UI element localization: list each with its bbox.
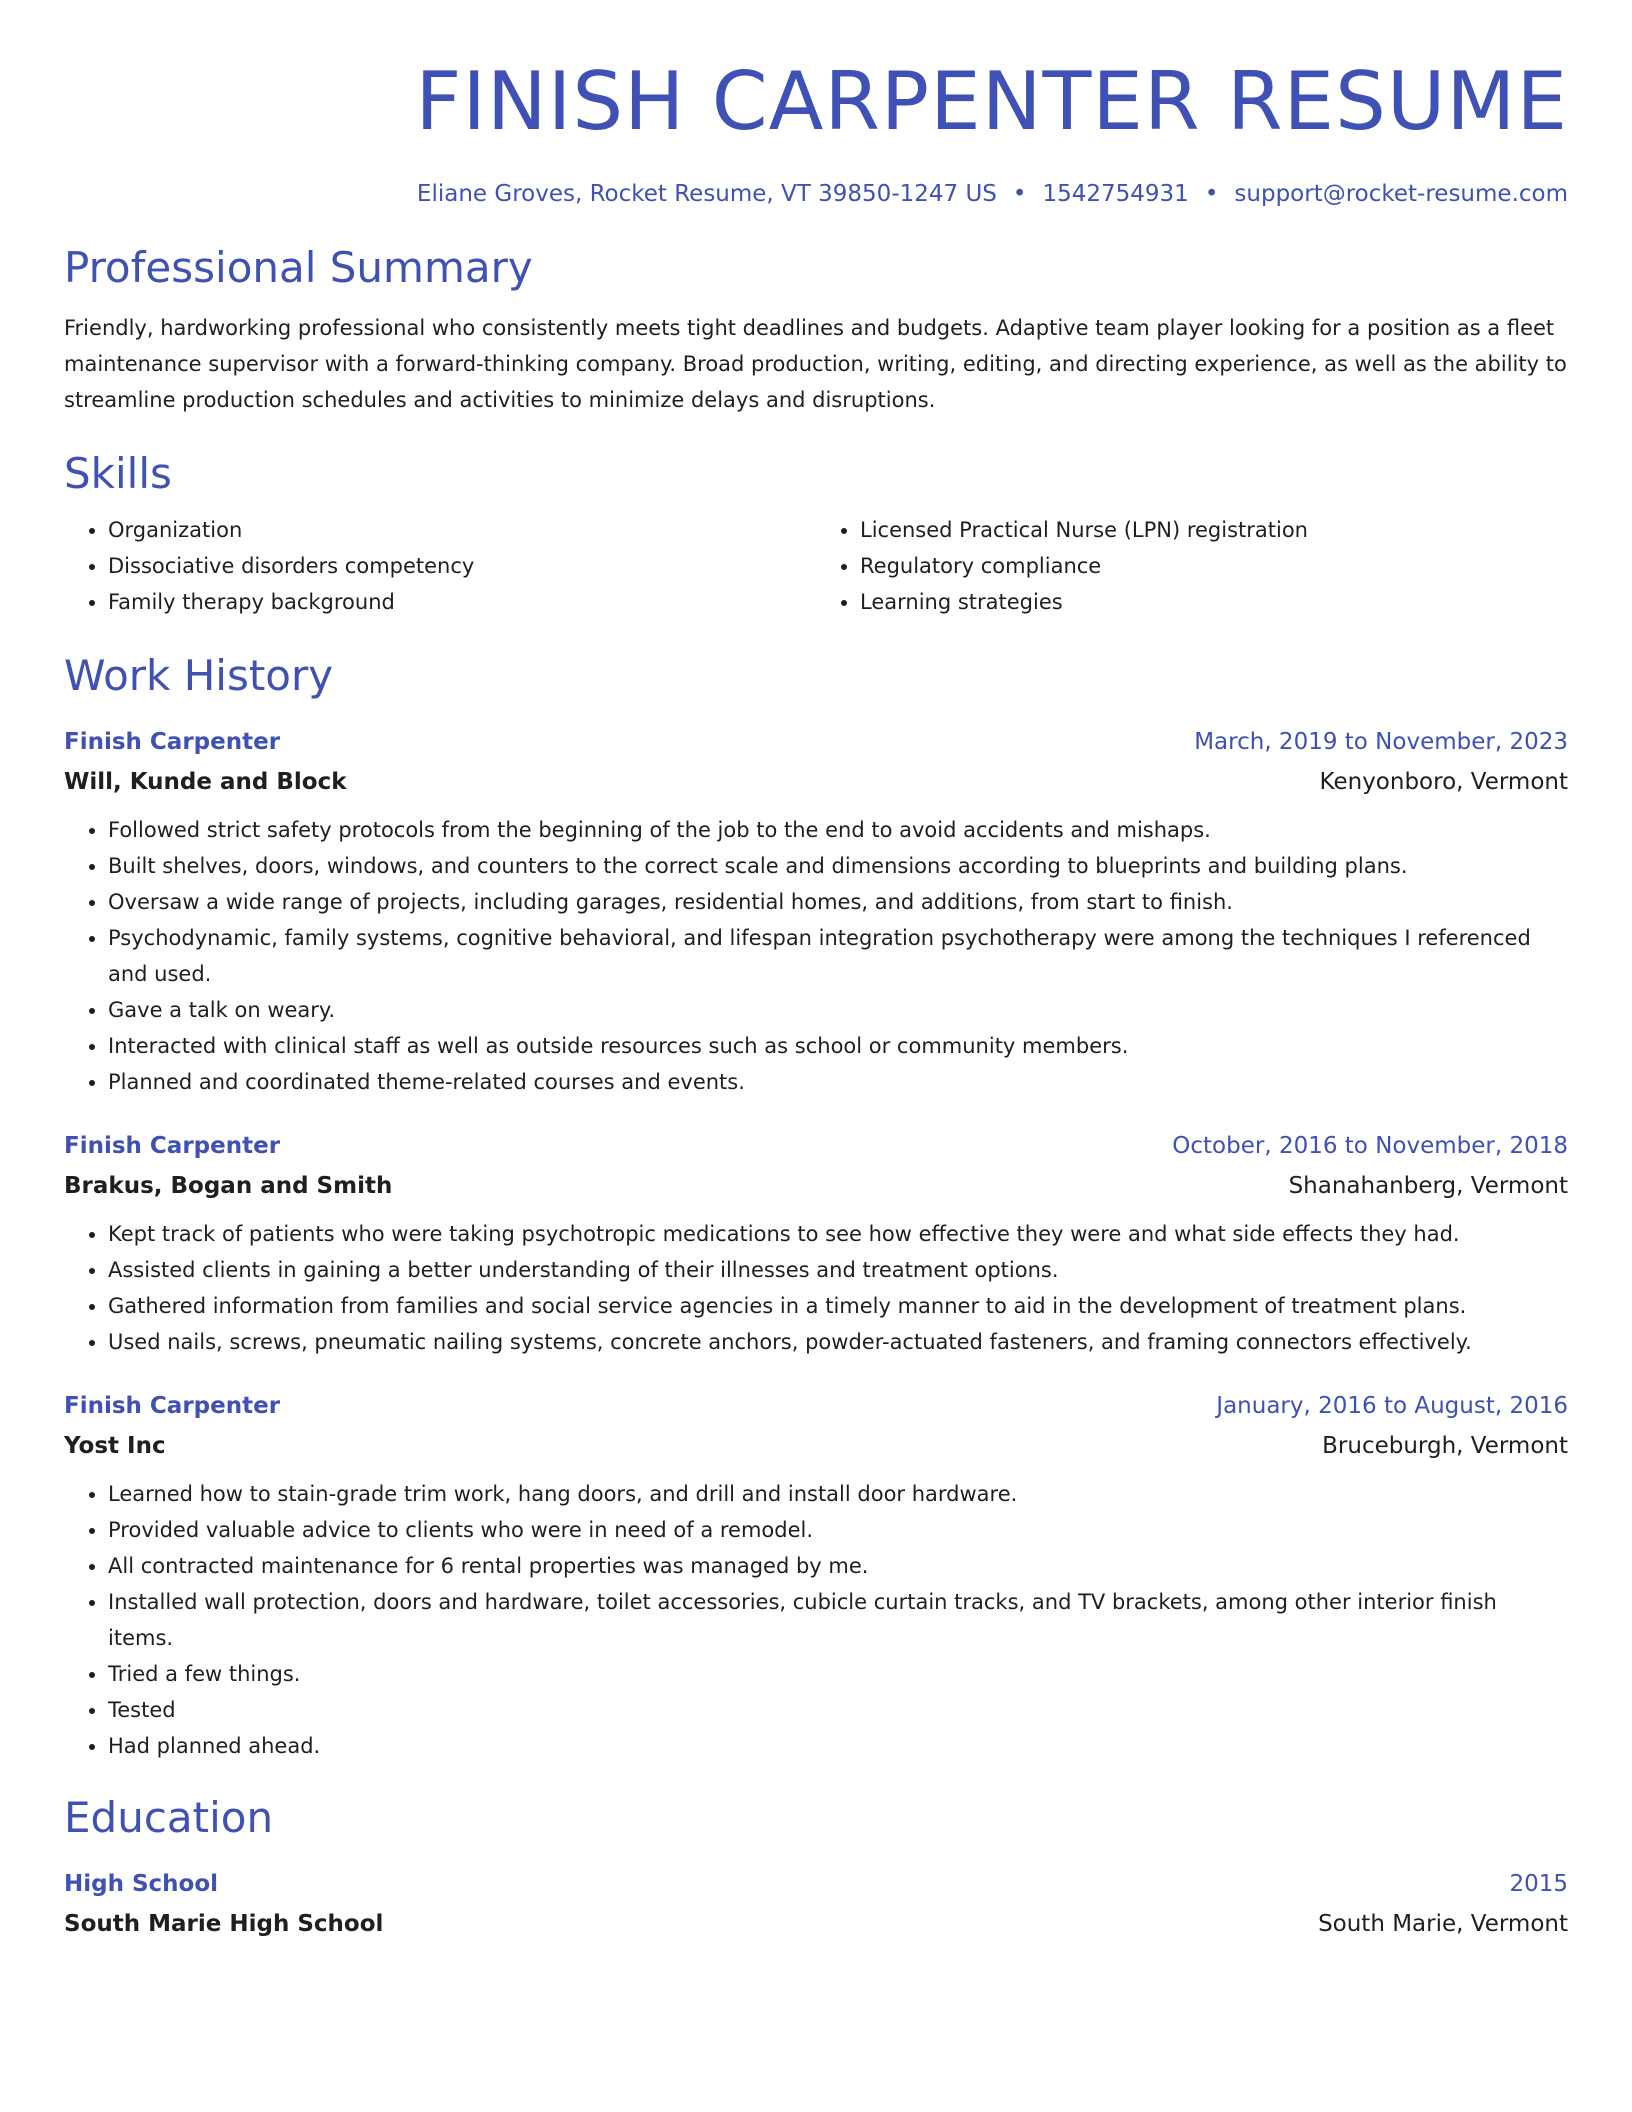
work-history-heading: Work History: [64, 651, 334, 700]
job-employer-row: [64, 1426, 1568, 1466]
job-bullet: • Tested: [108, 1692, 1568, 1728]
job-location: Shanahanberg, Vermont: [1288, 1173, 1568, 1199]
job-bullet: • Tried a few things.: [108, 1656, 1568, 1692]
job-employer: Yost Inc: [64, 1433, 166, 1459]
job-dates: January, 2016 to August, 2016: [1216, 1393, 1568, 1419]
job-title: Finish Carpenter: [64, 729, 281, 755]
job-header: [64, 1126, 1568, 1166]
contact-email[interactable]: support@rocket-resume.com: [1234, 181, 1568, 207]
skill-item: • Licensed Practical Nurse (LPN) registration: [860, 512, 1568, 548]
job-bullet: • Used nails, screws, pneumatic nailing systems, concrete anchors, powder-actuated fasteners, and framing connectors effectively.: [108, 1324, 1568, 1360]
job-bullet: • Provided valuable advice to clients who were in need of a remodel.: [108, 1512, 1568, 1548]
job-bullets: [64, 1476, 1568, 1764]
job-bullet: • Planned and coordinated theme-related courses and events.: [108, 1064, 1568, 1100]
skills-column-right: [816, 512, 1568, 620]
job-bullet: • Had planned ahead.: [108, 1728, 1568, 1764]
education-entry: [64, 1864, 1568, 1944]
job-bullet: • Learned how to stain-grade trim work, hang doors, and drill and install door hardware.: [108, 1476, 1568, 1512]
summary-text: Friendly, hardworking professional who consistently meets tight deadlines and budgets. Adaptive team player looking for a position as a fleet maintenance supervisor with a forward-thinking company. Broad production, writing, editing, and directing experience, as well as the ability to streamline production schedules and activities to minimize delays and disruptions.: [64, 316, 1567, 412]
job-title: Finish Carpenter: [64, 1133, 281, 1159]
job-bullet: • Kept track of patients who were taking psychotropic medications to see how effective they were and what side effects they had.: [108, 1216, 1568, 1252]
job-bullet: • Gathered information from families and social service agencies in a timely manner to aid in the development of treatment plans.: [108, 1288, 1568, 1324]
job-employer: Will, Kunde and Block: [64, 769, 347, 795]
job-employer-row: [64, 762, 1568, 802]
education-location: South Marie, Vermont: [1318, 1911, 1568, 1937]
job-entry: [64, 1126, 1568, 1360]
education-header: [64, 1864, 1568, 1904]
job-dates: March, 2019 to November, 2023: [1194, 729, 1568, 755]
education-school: South Marie High School: [64, 1911, 384, 1937]
job-bullet: • Assisted clients in gaining a better understanding of their illnesses and treatment options.: [108, 1252, 1568, 1288]
job-employer: Brakus, Bogan and Smith: [64, 1173, 393, 1199]
education-school-row: [64, 1904, 1568, 1944]
job-bullet: • Followed strict safety protocols from the beginning of the job to the end to avoid accidents and mishaps.: [108, 812, 1568, 848]
job-entry: [64, 1386, 1568, 1764]
contact-line: [64, 178, 1568, 210]
skill-item: • Organization: [108, 512, 816, 548]
education-year: 2015: [1509, 1871, 1568, 1897]
job-employer-row: [64, 1166, 1568, 1206]
job-bullet: • All contracted maintenance for 6 rental properties was managed by me.: [108, 1548, 1568, 1584]
resume-title: FINISH CARPENTER RESUME: [415, 55, 1568, 148]
job-dates: October, 2016 to November, 2018: [1172, 1133, 1568, 1159]
job-header: [64, 722, 1568, 762]
skill-item: • Learning strategies: [860, 584, 1568, 620]
contact-separator: •: [1012, 181, 1027, 207]
skills-list: [64, 512, 1568, 620]
skills-column-left: [64, 512, 816, 620]
job-bullet: • Installed wall protection, doors and hardware, toilet accessories, cubicle curtain tracks, and TV brackets, among other interior finish items.: [108, 1584, 1568, 1656]
job-bullet: • Built shelves, doors, windows, and counters to the correct scale and dimensions according to blueprints and building plans.: [108, 848, 1568, 884]
education-degree: High School: [64, 1871, 219, 1897]
job-header: [64, 1386, 1568, 1426]
education-heading: Education: [64, 1793, 274, 1842]
summary-heading: Professional Summary: [64, 243, 533, 292]
contact-address: Eliane Groves, Rocket Resume, VT 39850-1247 US: [416, 181, 997, 207]
job-bullet: • Gave a talk on weary.: [108, 992, 1568, 1028]
skill-item: • Dissociative disorders competency: [108, 548, 816, 584]
job-bullets: [64, 1216, 1568, 1360]
job-bullet: • Oversaw a wide range of projects, including garages, residential homes, and additions, from start to finish.: [108, 884, 1568, 920]
skill-item: • Regulatory compliance: [860, 548, 1568, 584]
skill-item: • Family therapy background: [108, 584, 816, 620]
job-bullet: • Interacted with clinical staff as well as outside resources such as school or community members.: [108, 1028, 1568, 1064]
job-location: Bruceburgh, Vermont: [1322, 1433, 1568, 1459]
job-location: Kenyonboro, Vermont: [1319, 769, 1568, 795]
contact-separator: •: [1204, 181, 1219, 207]
job-bullet: • Psychodynamic, family systems, cognitive behavioral, and lifespan integration psychotherapy were among the techniques I referenced and used.: [108, 920, 1568, 992]
job-entry: [64, 722, 1568, 1100]
job-title: Finish Carpenter: [64, 1393, 281, 1419]
contact-phone: 1542754931: [1042, 181, 1189, 207]
job-bullets: [64, 812, 1568, 1100]
skills-heading: Skills: [64, 449, 172, 498]
